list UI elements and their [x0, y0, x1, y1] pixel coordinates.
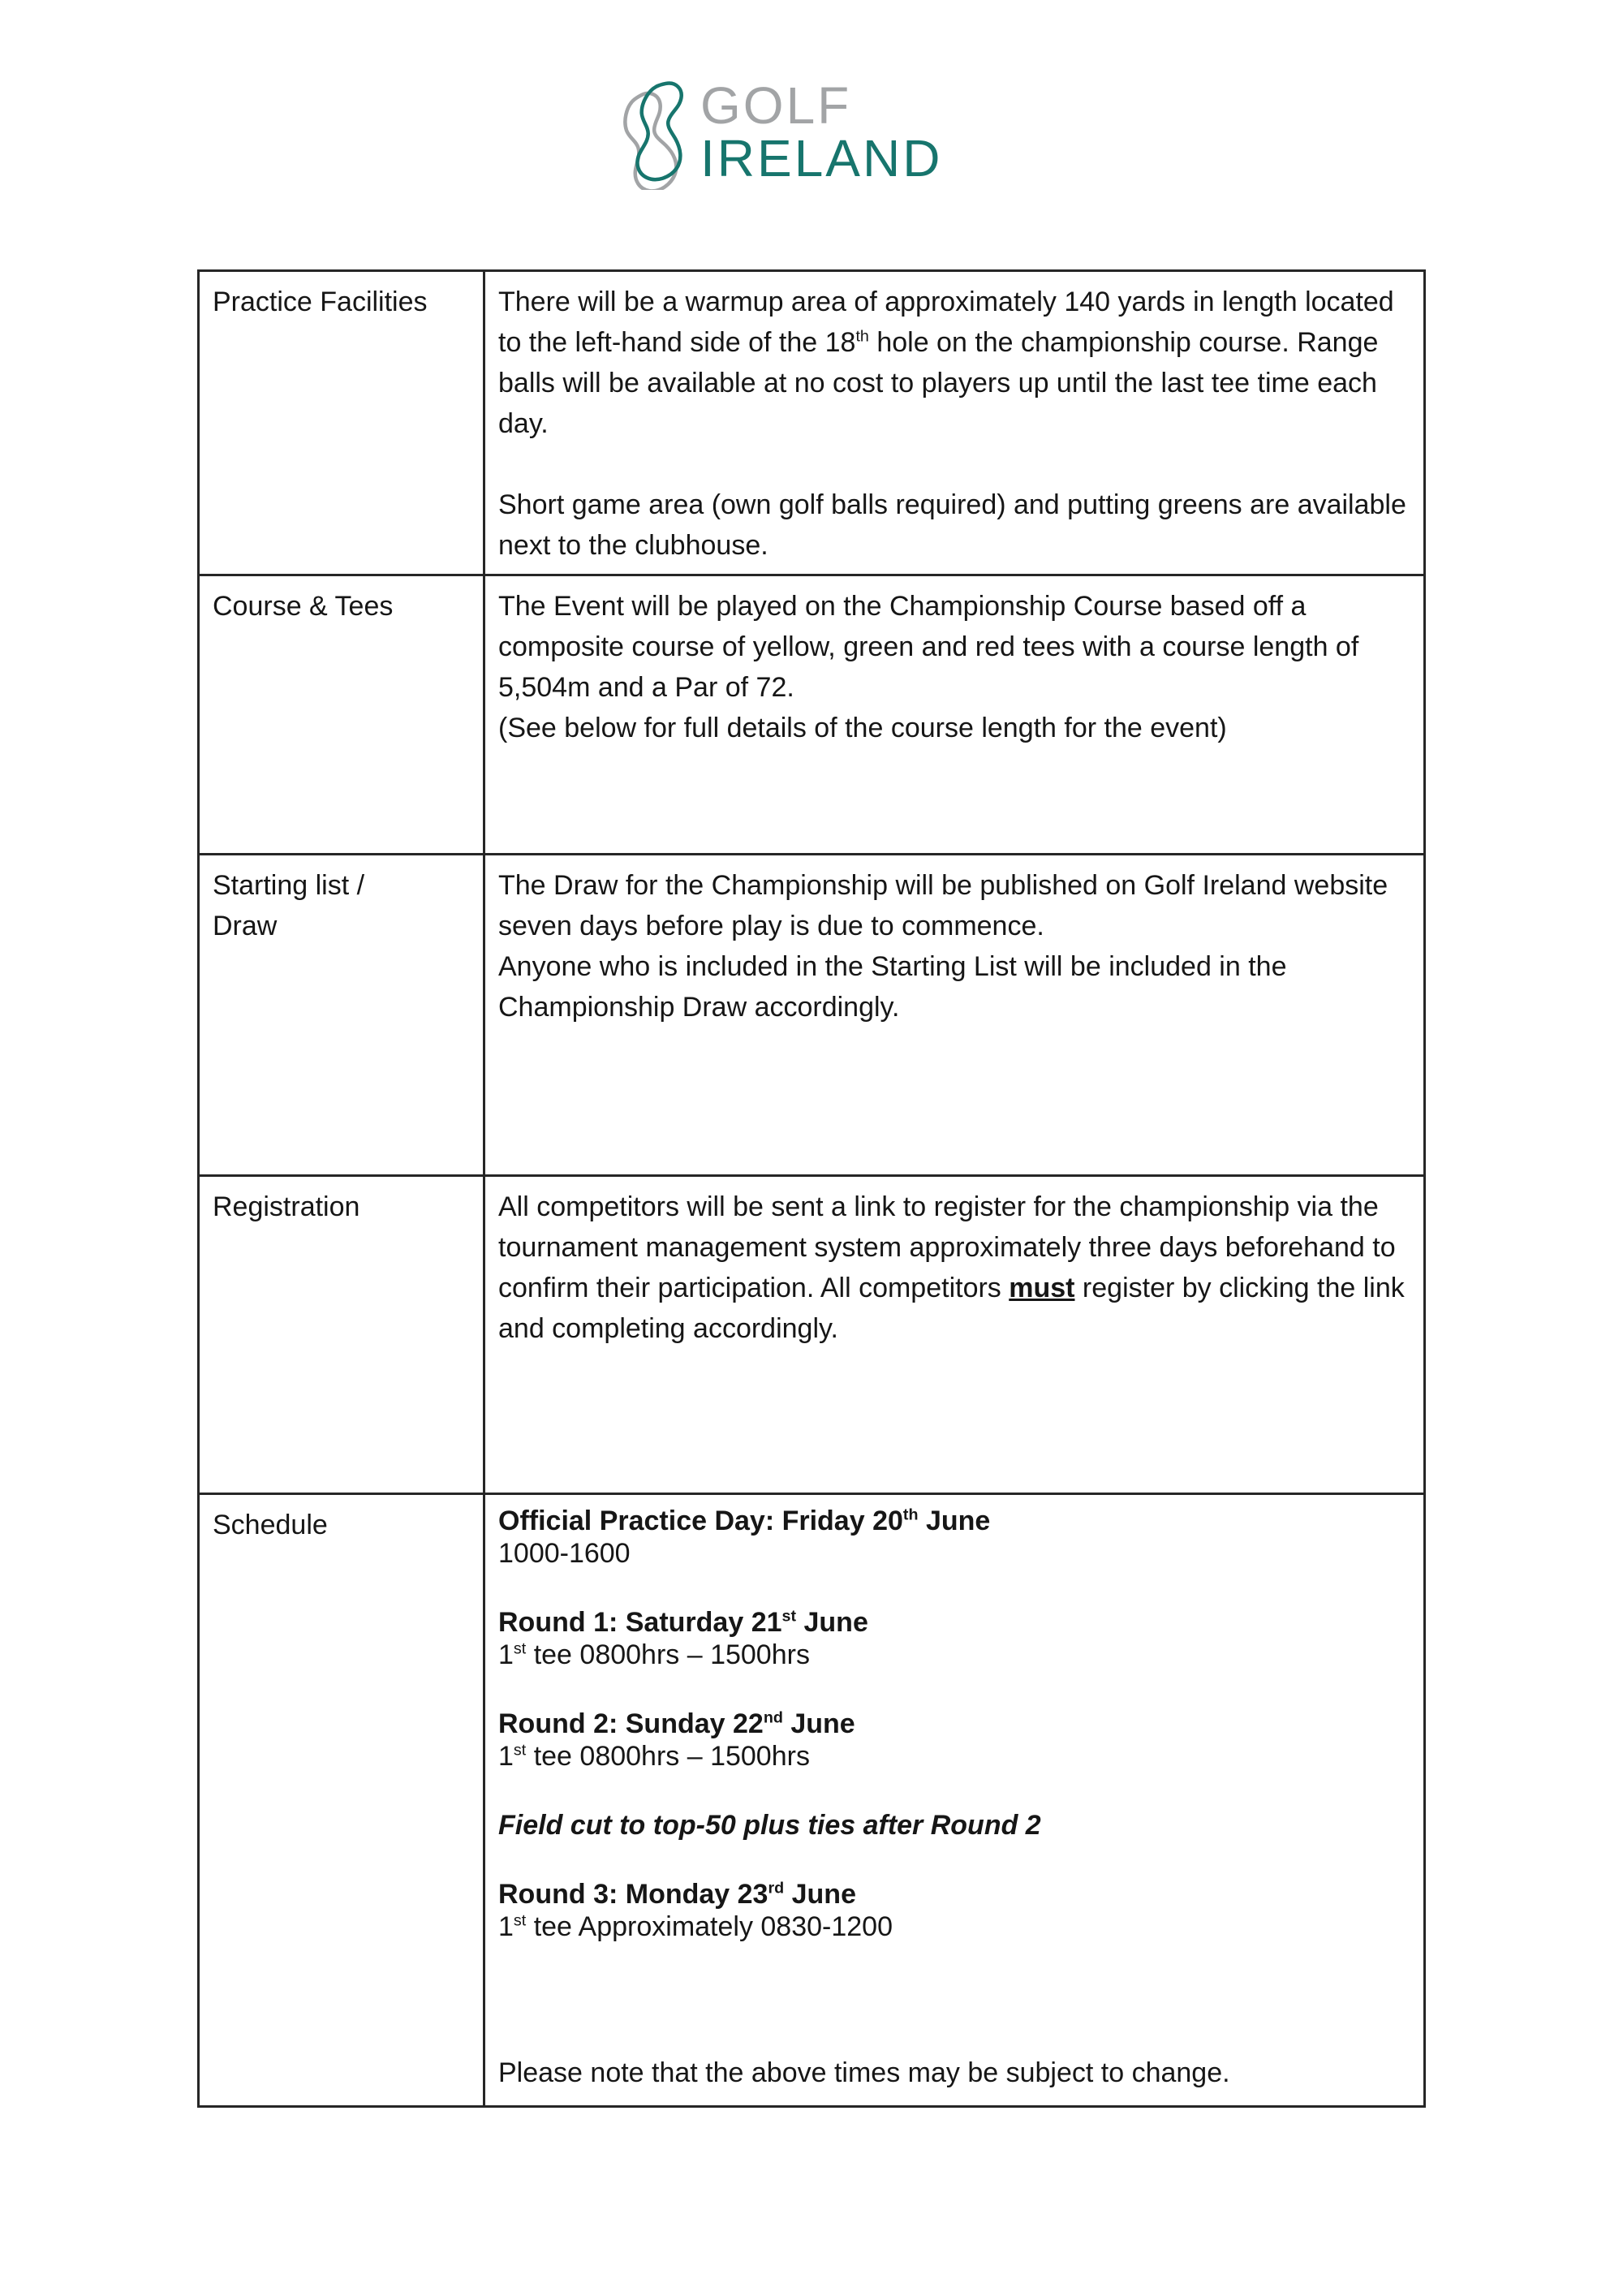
row-label-text: Practice Facilities — [213, 286, 428, 317]
text-segment: There will be a warmup area of approximately 140 yards in length located to the left-hand side of the 18 — [498, 286, 1394, 358]
text-segment: 1 — [498, 1741, 514, 1772]
text-segment: (See below for full details of the course length for the event) — [498, 713, 1227, 743]
text-segment: st — [513, 1741, 527, 1760]
text-line — [498, 1878, 1412, 1910]
text-line — [498, 1187, 1412, 1349]
text-segment: tee 0800hrs – 1500hrs — [526, 1741, 810, 1772]
text-line — [498, 1809, 1412, 1842]
table-row-course-tees — [199, 575, 1425, 855]
text-segment: June — [796, 1607, 868, 1638]
row-label-text: Registration — [213, 1191, 360, 1222]
text-line — [498, 1708, 1412, 1740]
text-segment: st — [781, 1607, 797, 1626]
text-segment: st — [513, 1911, 527, 1930]
text-line — [498, 946, 1412, 1027]
ireland-outline-icon — [614, 80, 689, 190]
text-segment: The Draw for the Championship will be published on Golf Ireland website seven days before play is due to commence. — [498, 870, 1388, 941]
blank-line — [498, 1943, 1412, 1979]
text-segment: 1 — [498, 1639, 514, 1670]
text-segment: 1 — [498, 1911, 514, 1942]
table-row-schedule — [199, 1494, 1425, 2107]
row-label-schedule — [199, 1494, 484, 2107]
row-content-practice-facilities — [484, 271, 1425, 575]
text-line — [498, 1505, 1412, 1537]
row-content-starting-list-draw — [484, 855, 1425, 1176]
blank-line — [498, 1773, 1412, 1809]
text-segment: All competitors will be sent a link to register for the championship via the tournament management system approximately three days beforehand to confirm their participation. All competitors — [498, 1191, 1396, 1303]
text-segment: Anyone who is included in the Starting List will be included in the Championship Draw accordingly. — [498, 951, 1287, 1023]
text-segment: 1000-1600 — [498, 1538, 631, 1569]
text-segment: nd — [763, 1708, 783, 1727]
row-label-text: Draw — [213, 911, 278, 941]
text-line — [498, 865, 1412, 946]
blank-line — [498, 1979, 1412, 2016]
text-line — [498, 586, 1412, 708]
row-content-registration — [484, 1176, 1425, 1494]
text-segment: June — [782, 1708, 855, 1739]
event-info-table — [197, 269, 1426, 2108]
blank-line — [498, 1671, 1412, 1708]
text-segment: tee Approximately 0830-1200 — [526, 1911, 893, 1942]
text-line — [498, 1606, 1412, 1639]
blank-line — [498, 1570, 1412, 1606]
row-label-starting-list-draw — [199, 855, 484, 1176]
text-line — [498, 708, 1412, 748]
text-segment: hole on the championship course. Range balls will be available at no cost to players up until the last tee time each day. — [498, 327, 1379, 439]
row-label-text: Starting list / — [213, 870, 365, 901]
text-line — [498, 1537, 1412, 1570]
blank-line — [498, 2016, 1412, 2053]
text-segment: Round 3: Monday 23 — [498, 1879, 768, 1910]
logo-word-golf: GOLF — [700, 76, 852, 135]
text-segment: th — [855, 327, 869, 346]
text-line — [498, 1740, 1412, 1773]
row-label-practice-facilities — [199, 271, 484, 575]
text-line — [498, 1639, 1412, 1671]
text-line — [498, 485, 1412, 566]
logo-wordmark — [700, 76, 943, 187]
row-label-text: Course & Tees — [213, 591, 394, 622]
row-content-course-tees — [484, 575, 1425, 855]
text-segment: must — [1009, 1273, 1075, 1303]
text-segment: The Event will be played on the Championship Course based off a composite course of yellow, green and red tees with a course length of 5,504m and a Par of 72. — [498, 591, 1359, 703]
text-segment: Round 1: Saturday 21 — [498, 1607, 782, 1638]
row-content-schedule — [484, 1494, 1425, 2107]
text-line — [498, 2053, 1412, 2093]
text-segment: June — [918, 1506, 991, 1536]
text-segment: Round 2: Sunday 22 — [498, 1708, 764, 1739]
table-row-practice-facilities — [199, 271, 1425, 575]
row-label-registration — [199, 1176, 484, 1494]
table-row-registration — [199, 1176, 1425, 1494]
logo-word-ireland: IRELAND — [700, 129, 943, 187]
blank-line — [498, 444, 1412, 485]
text-line — [498, 1910, 1412, 1943]
text-segment: st — [513, 1639, 527, 1658]
text-segment: tee 0800hrs – 1500hrs — [526, 1639, 810, 1670]
table-body — [199, 271, 1425, 2107]
blank-line — [498, 1842, 1412, 1878]
table-row-starting-list-draw — [199, 855, 1425, 1176]
row-label-course-tees — [199, 575, 484, 855]
text-segment: Official Practice Day: Friday 20 — [498, 1506, 903, 1536]
text-segment: rd — [768, 1879, 785, 1898]
text-segment: June — [784, 1879, 856, 1910]
text-segment: th — [902, 1506, 919, 1524]
text-segment: Please note that the above times may be subject to change. — [498, 2057, 1230, 2088]
golf-ireland-logo — [614, 76, 943, 190]
row-label-text: Schedule — [213, 1510, 328, 1540]
text-segment: Short game area (own golf balls required) and putting greens are available next to the clubhouse. — [498, 489, 1406, 561]
text-line — [498, 282, 1412, 444]
text-segment: Field cut to top-50 plus ties after Round 2 — [498, 1810, 1041, 1841]
text-segment: register by clicking the link and completing accordingly. — [498, 1273, 1405, 1344]
